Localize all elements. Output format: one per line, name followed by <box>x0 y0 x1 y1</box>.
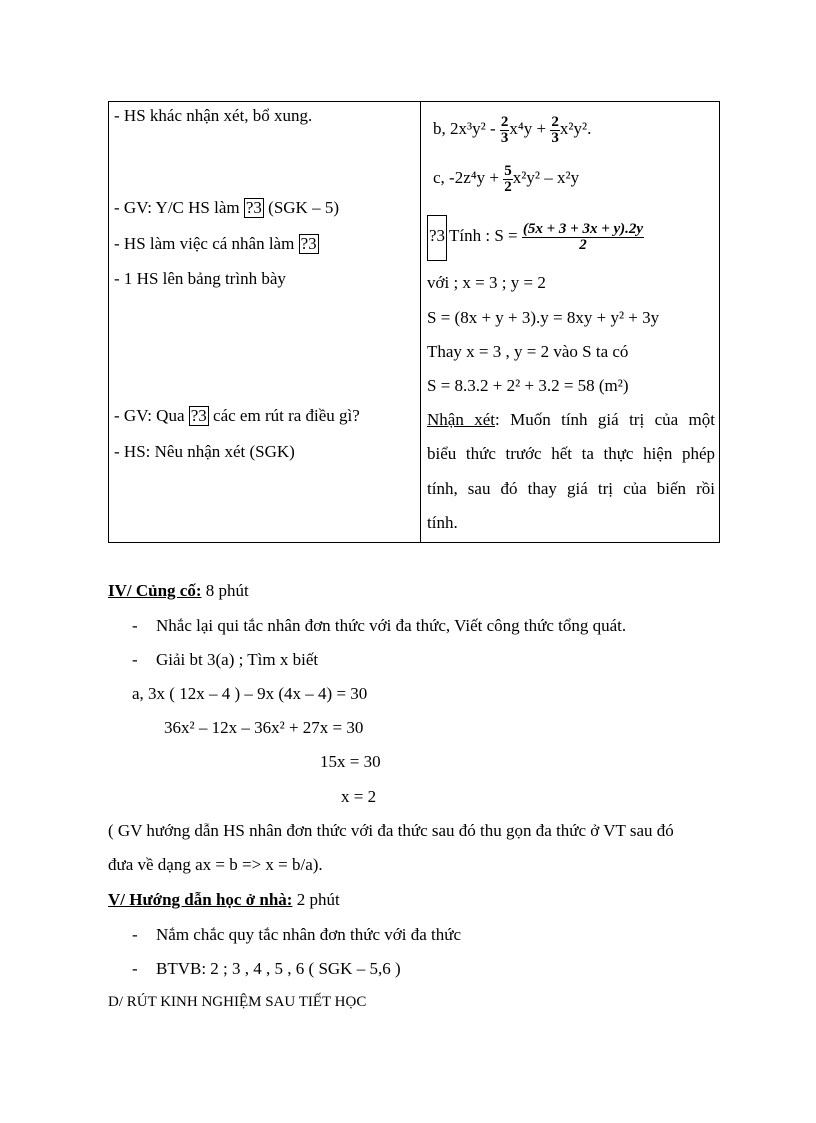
expr-c-prefix: c, -2z⁴y + <box>433 168 504 187</box>
remark-line-3: tính, sau đó thay giá trị của biến rồi <box>427 479 715 498</box>
remark-line-1 <box>427 410 715 430</box>
equation-line-4: x = 2 <box>341 787 377 806</box>
equation-line-2: 36x² – 12x – 36x² + 27x = 30 <box>164 718 364 737</box>
question-box-icon: ?3 <box>245 198 262 217</box>
left-line-4: - 1 HS lên bảng trình bày <box>114 269 286 288</box>
bullet-icon: - <box>132 616 138 635</box>
note-line-2: đưa về dạng ax = b => x = b/a). <box>108 855 323 874</box>
lesson-table <box>108 101 720 543</box>
remark-line-4: tính. <box>427 513 458 532</box>
left-line-2-text: - GV: Y/C HS làm <box>114 198 244 217</box>
note-line-1: ( GV hướng dẫn HS nhân đơn thức với đa thức sau đó thu gọn đa thức ở VT sau đó <box>108 821 674 840</box>
fraction-2-3: $\frac{2}{3}$ <box>500 113 509 146</box>
expr-b-prefix: b, 2x³y² - <box>433 119 500 138</box>
expr-b-middle: x⁴y + <box>509 119 551 138</box>
table-column-divider <box>420 102 421 542</box>
question-3-formula <box>429 219 644 253</box>
right-line-substitute: Thay x = 3 , y = 2 vào S ta có <box>427 342 629 361</box>
equation-line-3: 15x = 30 <box>320 752 381 771</box>
section-5-heading <box>108 890 340 910</box>
bullet-icon: - <box>132 925 138 944</box>
expression-c <box>433 161 579 195</box>
bullet-icon: - <box>132 959 138 978</box>
left-line-5-rest: các em rút ra điều gì? <box>208 406 360 425</box>
formula-label: Tính : S = <box>445 226 522 245</box>
left-line-6: - HS: Nêu nhận xét (SGK) <box>114 442 295 461</box>
question-box-icon: ?3 <box>300 234 317 253</box>
left-line-2 <box>114 198 339 218</box>
fraction-2-3: $\frac{2}{3}$ <box>551 113 559 146</box>
right-line-given: với ; x = 3 ; y = 2 <box>427 273 546 292</box>
expression-b <box>433 112 591 146</box>
section-5-title: V/ Hướng dẫn học ở nhà: <box>108 890 293 909</box>
left-line-1: - HS khác nhận xét, bổ xung. <box>114 106 313 125</box>
section-4-bullet-1: Nhắc lại qui tắc nhân đơn thức với đa thức, Viết công thức tổng quát. <box>156 616 627 635</box>
fraction-5-2: $\frac{5}{2}$ <box>504 162 512 195</box>
expr-c-suffix: x²y² – x²y <box>512 168 580 187</box>
section-4-time: 8 phút <box>201 581 249 600</box>
left-line-2-ref: (SGK – 5) <box>263 198 339 217</box>
section-4-bullet-2: Giải bt 3(a) ; Tìm x biết <box>156 650 319 669</box>
section-5-bullet-1: Nắm chắc quy tắc nhân đơn thức với đa thức <box>156 925 462 944</box>
question-box-icon: ?3 <box>190 406 207 425</box>
right-line-simplify: S = (8x + y + 3).y = 8xy + y² + 3y <box>427 308 660 327</box>
remark-text-1: : Muốn tính giá trị của một <box>494 410 715 429</box>
remark-line-2: biểu thức trước hết ta thực hiện phép <box>427 444 715 463</box>
question-box-icon: ?3 <box>429 226 446 245</box>
formula-fraction: $\frac{(5x + 3 + 3x + y).2y}{2}$ <box>522 220 644 253</box>
section-d-heading: D/ RÚT KINH NGHIỆM SAU TIẾT HỌC <box>108 994 367 1010</box>
left-line-5-text: - GV: Qua <box>114 406 189 425</box>
section-5-bullet-2: BTVB: 2 ; 3 , 4 , 5 , 6 ( SGK – 5,6 ) <box>156 959 401 978</box>
remark-label: Nhận xét <box>427 410 495 429</box>
section-5-time: 2 phút <box>292 890 340 909</box>
right-line-result: S = 8.3.2 + 2² + 3.2 = 58 (m²) <box>427 376 629 395</box>
expr-b-suffix: x²y². <box>559 119 592 138</box>
section-4-heading <box>108 581 249 601</box>
left-line-3 <box>114 234 319 254</box>
bullet-icon: - <box>132 650 138 669</box>
equation-line-1: a, 3x ( 12x – 4 ) – 9x (4x – 4) = 30 <box>132 684 368 703</box>
section-4-title: IV/ Củng cố: <box>108 581 202 600</box>
left-line-3-text: - HS làm việc cá nhân làm <box>114 234 299 253</box>
left-line-5 <box>114 406 360 426</box>
